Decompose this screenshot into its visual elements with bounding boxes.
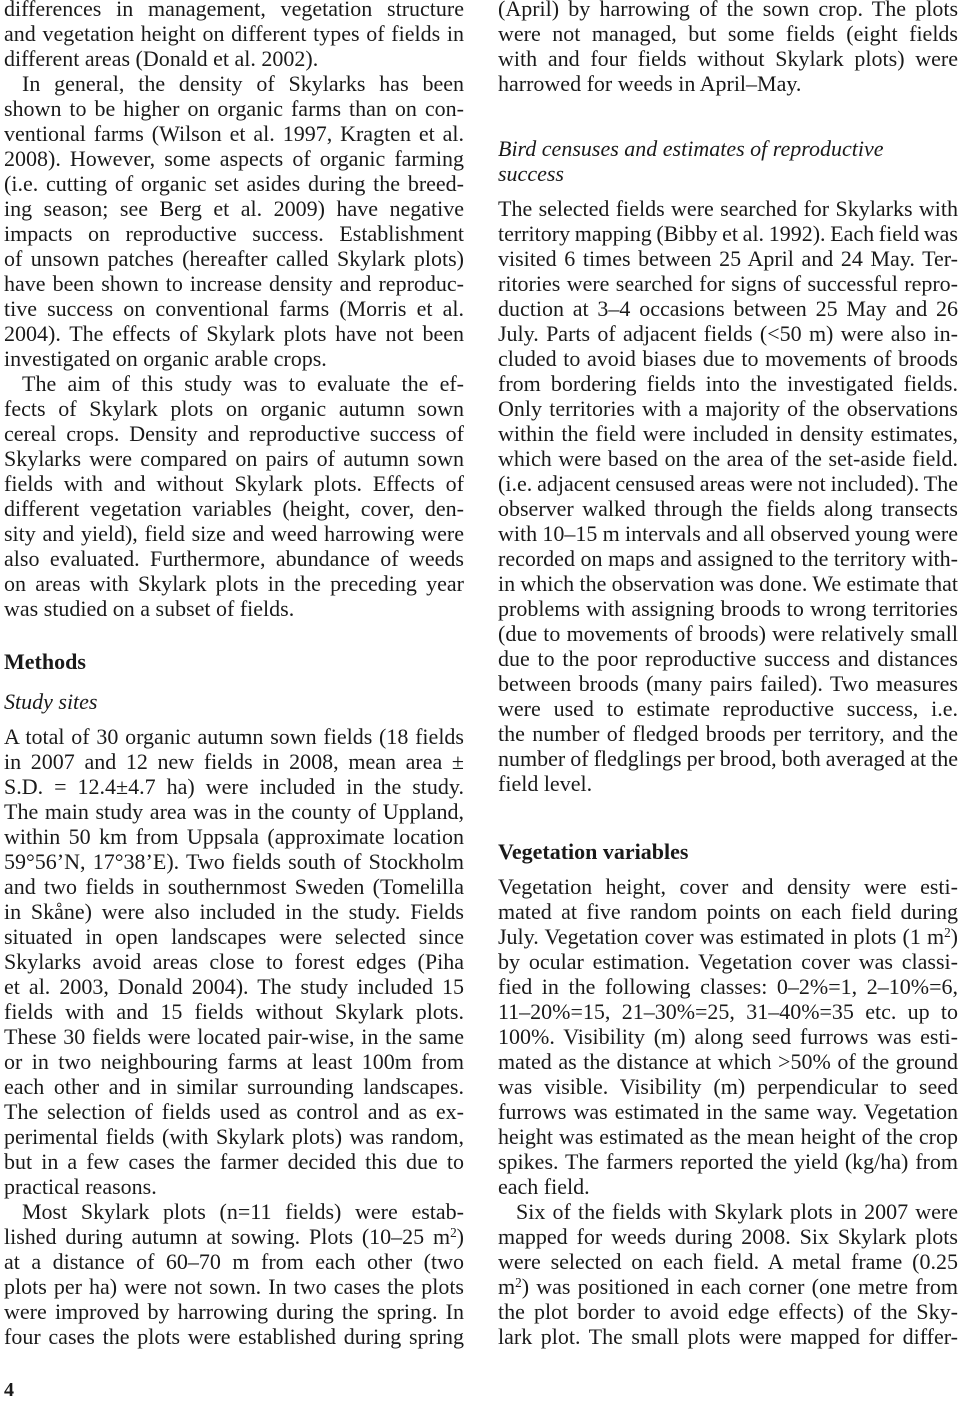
text-line (498, 646, 958, 671)
line-text: situated in open landscapes were selected since (4, 924, 464, 949)
line-text: The aim of this study was to evaluate the ef- (22, 371, 464, 396)
text-line (4, 899, 464, 924)
line-text: were not managed, but some fields (eight fields (498, 21, 958, 46)
text-line (498, 421, 958, 446)
text-line (498, 246, 958, 271)
line-text: visited 6 times between 25 April and 24 May. Ter- (498, 246, 958, 271)
line-text: 100%. Visibility (m) along seed furrows was esti- (498, 1024, 958, 1049)
text-line (498, 546, 958, 571)
text-line (4, 296, 464, 321)
text-line (498, 371, 958, 396)
line-text: on areas with Skylark plots in the preceding year (4, 571, 464, 596)
text-line (4, 1249, 464, 1274)
text-line (4, 1049, 464, 1074)
text-line (4, 546, 464, 571)
line-text: These 30 fields were located pair-wise, in the same (4, 1024, 464, 1049)
text-line (4, 271, 464, 296)
text-line (4, 1199, 464, 1224)
line-text: within 50 km from Uppsala (approximate location (4, 824, 464, 849)
text-line (498, 196, 958, 221)
text-line (498, 1174, 958, 1199)
text-line (498, 1324, 958, 1349)
line-text: 59°56’N, 17°38’E). Two fields south of Stockholm (4, 849, 464, 874)
text-line (498, 471, 958, 496)
line-text: field level. (498, 771, 593, 796)
text-line (4, 246, 464, 271)
line-text: fields with and without Skylark plots. Effects of (4, 471, 464, 496)
text-line (4, 346, 464, 371)
line-text: July. Vegetation cover was estimated in plots (1 m (498, 924, 945, 949)
text-line (4, 874, 464, 899)
line-text: but in a few cases the farmer decided this due to (4, 1149, 464, 1174)
line-text: the number of fledged broods per territory, and the (498, 721, 958, 746)
line-text: duction at 3–4 occasions between 25 May and 26 (498, 296, 958, 321)
text-line (4, 999, 464, 1024)
line-text: different areas (Donald et al. 2002). (4, 46, 319, 71)
line-text: height was estimated as the mean height of the crop (498, 1124, 958, 1149)
line-text: success (498, 161, 564, 186)
text-line (498, 161, 958, 186)
text-line (4, 1324, 464, 1349)
line-text: in 2007 and 12 new fields in 2008, mean area ± (4, 749, 464, 774)
line-text: of unsown patches (hereafter called Skylark plots) (4, 246, 464, 271)
text-line (498, 596, 958, 621)
line-text: practical reasons. (4, 1174, 157, 1199)
line-text: different vegetation variables (height, cover, den- (4, 496, 464, 521)
text-line (498, 974, 958, 999)
line-text: plots per ha) were not sown. In two cases the plots (4, 1274, 464, 1299)
line-text: or in two neighbouring farms at least 100m from (4, 1049, 464, 1074)
text-line (4, 571, 464, 596)
line-text: was visible. Visibility (m) perpendicular to seed (498, 1074, 958, 1099)
text-line (4, 521, 464, 546)
line-text: with and four fields without Skylark plots) were (498, 46, 958, 71)
text-line (4, 849, 464, 874)
line-text: Most Skylark plots (n=11 fields) were estab- (22, 1199, 464, 1224)
line-text: cereal crops. Density and reproductive success of (4, 421, 464, 446)
line-text: each field. (498, 1174, 590, 1199)
text-line (498, 521, 958, 546)
line-text: (due to movements of broods) were relatively small (498, 621, 958, 646)
paragraph (4, 371, 464, 621)
line-text: shown to be higher on organic farms than on con- (4, 96, 464, 121)
text-line (4, 596, 464, 621)
line-text: ) was positioned in each corner (one metre from (521, 1274, 958, 1299)
text-line (498, 1099, 958, 1124)
paragraph (4, 724, 464, 1199)
text-line (4, 21, 464, 46)
line-text: between broods (many pairs failed). Two measures (498, 671, 958, 696)
line-text: recorded on maps and assigned to the territory with- (498, 546, 958, 571)
line-text-group (498, 924, 958, 949)
line-text: impacts on reproductive success. Establishment (4, 221, 464, 246)
text-line (4, 1149, 464, 1174)
text-line (4, 1024, 464, 1049)
text-line (4, 371, 464, 396)
line-text: investigated on organic arable crops. (4, 346, 327, 371)
text-line (498, 446, 958, 471)
line-text: Skylarks avoid areas close to forest edges (Piha (4, 949, 464, 974)
text-line (498, 71, 958, 96)
text-line (498, 696, 958, 721)
line-text: ) (950, 924, 958, 949)
paragraph (4, 0, 464, 71)
line-text: also evaluated. Furthermore, abundance of weeds (4, 546, 464, 571)
line-text: mapped for weeds during 2008. Six Skylark plots (498, 1224, 958, 1249)
line-text: ritories were searched for signs of successful repro- (498, 271, 958, 296)
text-line (498, 21, 958, 46)
text-line (4, 171, 464, 196)
text-line (498, 1224, 958, 1249)
line-text: due to the poor reproductive success and distances (498, 646, 958, 671)
right-column (498, 0, 958, 1349)
text-line (4, 749, 464, 774)
line-text: Study sites (4, 689, 98, 714)
text-line (498, 1149, 958, 1174)
line-text: number of fledglings per brood, both averaged at the (498, 746, 958, 771)
text-line (4, 1274, 464, 1299)
text-line (498, 949, 958, 974)
paragraph (498, 874, 958, 1199)
text-line (4, 949, 464, 974)
line-text: A total of 30 organic autumn sown fields (18 fields (4, 724, 464, 749)
line-text: m (498, 1274, 516, 1299)
line-text: and vegetation height on different types of fields in (4, 21, 464, 46)
superscript: 2 (515, 1274, 522, 1290)
line-text: spikes. The farmers reported the yield (kg/ha) from (498, 1149, 958, 1174)
line-text: In general, the density of Skylarks has been (22, 71, 464, 96)
line-text: 2004). The effects of Skylark plots have not been (4, 321, 464, 346)
paragraph (498, 1199, 958, 1349)
line-text-group (498, 1274, 958, 1299)
paragraph (4, 1199, 464, 1349)
line-text: Bird censuses and estimates of reproductive (498, 136, 884, 161)
text-line (4, 96, 464, 121)
line-text: The selection of fields used as control and as ex- (4, 1099, 464, 1124)
line-text: mated as the distance at which >50% of the ground (498, 1049, 958, 1074)
text-line (498, 999, 958, 1024)
text-line (4, 446, 464, 471)
line-text: by ocular estimation. Vegetation cover was classi- (498, 949, 958, 974)
text-line (4, 71, 464, 96)
paragraph (498, 0, 958, 96)
text-line (498, 924, 958, 949)
line-text: ) (456, 1224, 464, 1249)
line-text: have been shown to increase density and reproduc- (4, 271, 464, 296)
line-text: with 10–15 m intervals and all observed young were (498, 521, 958, 546)
line-text: in Skåne) were also included in the study. Fields (4, 899, 464, 924)
text-line (498, 321, 958, 346)
line-text: (i.e. cutting of organic set asides during the breed- (4, 171, 464, 196)
section-heading: Vegetation variables (498, 839, 689, 864)
text-line (4, 121, 464, 146)
line-text: within the field were included in density estimates, (498, 421, 958, 446)
text-line (4, 1174, 464, 1199)
line-text: fied in the following classes: 0–2%=1, 2–10%=6, (498, 974, 958, 999)
text-line (498, 771, 958, 796)
text-line (4, 1074, 464, 1099)
text-line (498, 746, 958, 771)
text-line (4, 1099, 464, 1124)
text-line (498, 136, 958, 161)
line-text: sity and yield), field size and weed harrowing were (4, 521, 464, 546)
text-line (498, 1299, 958, 1324)
line-text: which were based on the area of the set-aside field. (498, 446, 958, 471)
text-line (4, 1124, 464, 1149)
line-text: at a distance of 60–70 m from each other (two (4, 1249, 464, 1274)
text-line (4, 824, 464, 849)
text-line (4, 396, 464, 421)
text-line (4, 146, 464, 171)
line-text: the plot border to avoid edge effects) of the Sky- (498, 1299, 958, 1324)
text-line (498, 671, 958, 696)
text-line (4, 1224, 464, 1249)
line-text: and two fields in southernmost Sweden (Tomelilla (4, 874, 464, 899)
text-line (4, 974, 464, 999)
line-text: (April) by harrowing of the sown crop. The plots (498, 0, 958, 21)
superscript: 2 (944, 924, 951, 940)
line-text-group (4, 1224, 464, 1249)
text-line (498, 1074, 958, 1099)
text-line (498, 721, 958, 746)
line-text: each other and in similar surrounding landscapes. (4, 1074, 464, 1099)
line-text: furrows was estimated in the same way. Vegetation (498, 1099, 958, 1124)
line-text: perimental fields (with Skylark plots) was random, (4, 1124, 464, 1149)
section-heading: Methods (4, 649, 86, 674)
left-column (4, 0, 464, 1349)
line-text: July. Parts of adjacent fields (<50 m) were also in- (498, 321, 958, 346)
text-line (4, 689, 464, 714)
line-text: Vegetation height, cover and density were esti- (498, 874, 958, 899)
text-line (498, 621, 958, 646)
text-line (498, 1199, 958, 1224)
text-line (498, 1274, 958, 1299)
text-line (4, 496, 464, 521)
superscript: 2 (450, 1224, 457, 1240)
text-line (4, 724, 464, 749)
text-line (498, 874, 958, 899)
text-line (498, 296, 958, 321)
text-line (4, 471, 464, 496)
line-text: Only territories with a majority of the observations (498, 396, 958, 421)
line-text: territory mapping (Bibby et al. 1992). Each field was (498, 221, 958, 246)
line-text: Skylarks were compared on pairs of autumn sown (4, 446, 464, 471)
text-line (4, 46, 464, 71)
line-text: fields with and 15 fields without Skylark plots. (4, 999, 464, 1024)
line-text: was studied on a subset of fields. (4, 596, 295, 621)
line-text: were used to estimate reproductive success, i.e. (498, 696, 958, 721)
text-line (498, 1049, 958, 1074)
line-text: ing season; see Berg et al. 2009) have negative (4, 196, 464, 221)
line-text: 2008). However, some aspects of organic farming (4, 146, 464, 171)
text-line (4, 799, 464, 824)
text-line (498, 1249, 958, 1274)
line-text: were improved by harrowing during the spring. In (4, 1299, 464, 1324)
text-line (498, 496, 958, 521)
line-text: fects of Skylark plots on organic autumn sown (4, 396, 464, 421)
text-line (498, 0, 958, 21)
subsection-heading (498, 136, 958, 186)
text-line (4, 0, 464, 21)
subsection-heading (4, 689, 464, 714)
text-line (4, 1299, 464, 1324)
line-text: (i.e. adjacent censused areas were not included). The (498, 471, 958, 496)
text-line (498, 1024, 958, 1049)
line-text: were selected on each field. A metal frame (0.25 (498, 1249, 958, 1274)
paragraph (4, 71, 464, 371)
line-text: S.D. = 12.4±4.7 ha) were included in the study. (4, 774, 464, 799)
text-line (4, 421, 464, 446)
line-text: The selected fields were searched for Skylarks with (498, 196, 958, 221)
line-text: Six of the fields with Skylark plots in 2007 were (516, 1199, 958, 1224)
text-line (498, 571, 958, 596)
line-text: harrowed for weeds in April–May. (498, 71, 802, 96)
text-line (498, 899, 958, 924)
text-line (498, 1124, 958, 1149)
line-text: tive success on conventional farms (Morris et al. (4, 296, 464, 321)
line-text: from bordering fields into the investigated fields. (498, 371, 958, 396)
line-text: The main study area was in the county of Uppland, (4, 799, 464, 824)
line-text: differences in management, vegetation structure (4, 0, 464, 21)
text-line (498, 396, 958, 421)
text-line (4, 321, 464, 346)
line-text: problems with assigning broods to wrong territories (498, 596, 958, 621)
line-text: ventional farms (Wilson et al. 1997, Kragten et al. (4, 121, 464, 146)
page-number: 4 (4, 1379, 14, 1401)
line-text: et al. 2003, Donald 2004). The study included 15 (4, 974, 464, 999)
text-line (4, 221, 464, 246)
text-line (4, 774, 464, 799)
line-text: lished during autumn at sowing. Plots (10–25 m (4, 1224, 451, 1249)
text-line (498, 271, 958, 296)
line-text: in which the observation was done. We estimate that (498, 571, 958, 596)
paragraph (498, 196, 958, 796)
text-line (4, 196, 464, 221)
line-text: lark plot. The small plots were mapped for differ- (498, 1324, 958, 1349)
line-text: mated at five random points on each field during (498, 899, 958, 924)
text-line (498, 221, 958, 246)
text-line (498, 46, 958, 71)
line-text: cluded to avoid biases due to movements of broods (498, 346, 958, 371)
line-text: observer walked through the fields along transects (498, 496, 958, 521)
line-text: 11–20%=15, 21–30%=25, 31–40%=35 etc. up to (498, 999, 958, 1024)
text-line (4, 924, 464, 949)
line-text: four cases the plots were established during spring (4, 1324, 464, 1349)
text-line (498, 346, 958, 371)
